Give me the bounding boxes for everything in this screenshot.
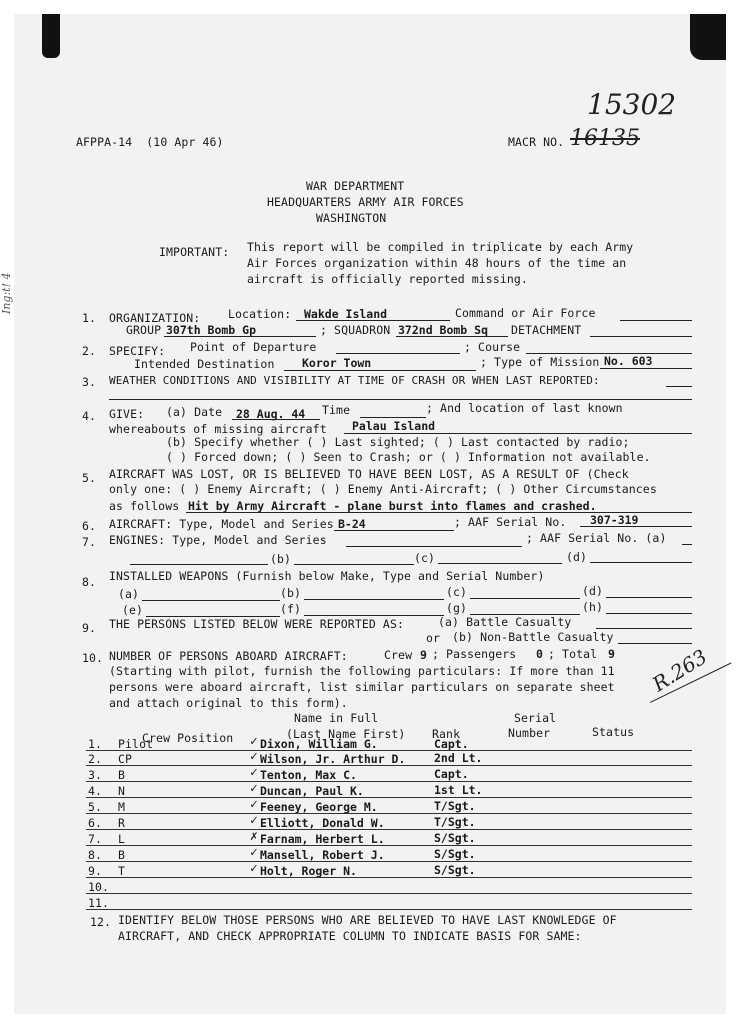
as-follows-value: Hit by Army Aircraft - plane burst into flames and crashed.	[188, 499, 597, 513]
weapon-d-underline	[606, 597, 692, 598]
section-12-number: 12.	[90, 915, 112, 929]
crew-row-6-position: R	[118, 816, 126, 830]
section-10-note-2: persons were aboard aircraft, list similar particulars on separate sheet	[109, 680, 615, 694]
crew-row-3-num: 3.	[88, 768, 103, 782]
crew-row-7-position: L	[118, 832, 126, 846]
weapon-h-underline	[606, 613, 692, 614]
engines-type-underline	[346, 546, 522, 547]
engines-d-underline	[590, 562, 692, 563]
crew-row-6-check-icon: ✓	[250, 813, 258, 828]
macr-label: MACR NO.	[508, 135, 565, 149]
crew-row-8-name: Mansell, Robert J.	[260, 848, 385, 862]
handwritten-report-number: 15302	[587, 88, 677, 121]
battle-casualty-option: (a) Battle Casualty	[438, 615, 572, 629]
section-7-number: 7.	[82, 535, 97, 549]
crew-row-4-name: Duncan, Paul K.	[260, 784, 364, 798]
section-5-line-2: only one: ( ) Enemy Aircraft; ( ) Enemy Anti-Aircraft; ( ) Other Circumstances	[109, 482, 657, 496]
squadron-value: 372nd Bomb Sq	[398, 323, 489, 337]
crew-row-5-name: Feeney, George M.	[260, 800, 378, 814]
as-follows-label: as follows	[109, 499, 180, 513]
title-line-3: WASHINGTON	[316, 211, 387, 225]
crew-row-8-num: 8.	[88, 848, 103, 862]
or-label: or	[426, 631, 441, 645]
crew-row-5-rank: T/Sgt.	[434, 799, 476, 813]
group-label: GROUP	[126, 323, 162, 337]
scan-mark-left	[42, 14, 60, 58]
engines-b-underline	[294, 564, 414, 565]
date-value: 28 Aug. 44	[236, 407, 306, 421]
section-2-number: 2.	[82, 344, 97, 358]
header-crew-position: Crew Position	[142, 731, 234, 745]
important-label: IMPORTANT:	[159, 245, 230, 259]
organization-label: ORGANIZATION:	[109, 311, 201, 325]
header-name-line-2: (Last Name First)	[286, 727, 406, 741]
aircraft-serial-label: ; AAF Serial No.	[454, 515, 567, 529]
whereabouts-value: Palau Island	[352, 419, 436, 433]
crew-row-4-check-icon: ✓	[250, 781, 258, 796]
last-known-location-label: ; And location of last known	[426, 401, 623, 415]
crew-row-10-num: 10.	[88, 880, 110, 894]
section-8-number: 8.	[82, 575, 97, 589]
section-6-number: 6.	[82, 519, 97, 533]
engines-b-label: (b)	[270, 552, 292, 566]
crew-row-4-rank: 1st Lt.	[434, 783, 483, 797]
important-line-1: This report will be compiled in triplicate by each Army	[247, 240, 634, 254]
engines-c-label: (c)	[414, 551, 436, 565]
engines-d-label: (d)	[566, 550, 588, 564]
crew-row-9-rank: S/Sgt.	[434, 863, 476, 877]
crew-row-9-check-icon: ✓	[250, 861, 258, 876]
battle-casualty-underline	[596, 628, 692, 629]
mission-type-label: ; Type of Mission	[480, 355, 600, 369]
crew-row-3-rank: Capt.	[434, 767, 469, 781]
crew-row-6-num: 6.	[88, 816, 103, 830]
crew-row-10-line	[86, 893, 692, 894]
time-underline	[360, 417, 426, 418]
aircraft-serial-value: 307-319	[590, 513, 639, 527]
crew-row-2-line	[86, 765, 692, 766]
weather-label: WEATHER CONDITIONS AND VISIBILITY AT TIME OF CRASH OR WHEN LAST REPORTED:	[109, 374, 600, 387]
passengers-value: 0	[536, 647, 543, 661]
crew-value: 9	[420, 648, 427, 662]
crew-row-7-line	[86, 845, 692, 846]
crew-row-9-num: 9.	[88, 864, 103, 878]
crew-row-4-position: N	[118, 784, 126, 798]
crew-row-4-line	[86, 797, 692, 798]
weapon-b-underline	[304, 599, 444, 600]
section-1-number: 1.	[82, 311, 97, 325]
crew-row-7-rank: S/Sgt.	[434, 831, 476, 845]
section-9-number: 9.	[82, 621, 97, 635]
crew-row-1-check-icon: ✓	[250, 734, 258, 749]
section-3-number: 3.	[82, 375, 97, 389]
scan-mark-right	[690, 14, 726, 60]
course-label: ; Course	[464, 340, 521, 354]
section-5-number: 5.	[82, 471, 97, 485]
departure-underline	[336, 353, 460, 354]
section-10-number: 10.	[82, 651, 104, 665]
crew-row-1-name: Dixon, William G.	[260, 737, 378, 751]
crew-row-1-position: Pilot	[118, 737, 154, 751]
weather-underline-2	[109, 399, 692, 400]
crew-row-6-name: Elliott, Donald W.	[260, 816, 385, 830]
section-4b-line: (b) Specify whether ( ) Last sighted; ( ) Last contacted by radio;	[166, 435, 630, 449]
weapon-f-label: (f)	[280, 602, 302, 616]
header-status: Status	[592, 725, 635, 739]
crew-row-11-line	[86, 909, 692, 910]
crew-row-5-check-icon: ✓	[250, 797, 258, 812]
crew-row-2-rank: 2nd Lt.	[434, 751, 483, 765]
command-underline	[620, 320, 692, 321]
destination-label: Intended Destination	[134, 357, 275, 371]
whereabouts-underline	[344, 433, 692, 434]
weapons-label: INSTALLED WEAPONS (Furnish below Make, Type and Serial Number)	[109, 569, 545, 583]
crew-row-11-num: 11.	[88, 896, 110, 910]
section-10-note-1: (Starting with pilot, furnish the following particulars: If more than 11	[109, 664, 615, 678]
group-underline	[164, 336, 316, 337]
crew-row-2-name: Wilson, Jr. Arthur D.	[260, 752, 406, 766]
total-value: 9	[608, 647, 615, 661]
section-5-line-1: AIRCRAFT WAS LOST, OR IS BELIEVED TO HAVE BEEN LOST, AS A RESULT OF (Check	[109, 467, 629, 481]
crew-row-5-position: M	[118, 800, 126, 814]
squadron-label: ; SQUADRON	[320, 323, 391, 337]
destination-underline	[284, 370, 476, 371]
date-underline	[232, 419, 320, 420]
weapon-c-label: (c)	[446, 585, 468, 599]
section-12-line-2: AIRCRAFT, AND CHECK APPROPRIATE COLUMN TO INDICATE BASIS FOR SAME:	[118, 929, 582, 943]
persons-aboard-label: NUMBER OF PERSONS ABOARD AIRCRAFT:	[109, 649, 348, 663]
aircraft-serial-underline	[580, 526, 692, 527]
title-line-2: HEADQUARTERS ARMY AIR FORCES	[267, 195, 464, 209]
weather-underline-1	[666, 386, 692, 387]
crew-row-5-line	[86, 813, 692, 814]
important-line-3: aircraft is officially reported missing.	[247, 272, 528, 286]
crew-row-3-check-icon: ✓	[250, 765, 258, 780]
crew-row-3-position: B	[118, 768, 126, 782]
crew-row-1-num: 1.	[88, 737, 103, 751]
give-label: GIVE:	[109, 407, 145, 421]
departure-label: Point of Departure	[190, 340, 317, 354]
crew-row-9-line	[86, 877, 692, 878]
header-serial-line-1: Serial	[514, 711, 557, 725]
crew-row-6-rank: T/Sgt.	[434, 815, 476, 829]
mission-type-value: No. 603	[604, 354, 653, 368]
section-12-line-1: IDENTIFY BELOW THOSE PERSONS WHO ARE BELIEVED TO HAVE LAST KNOWLEDGE OF	[118, 913, 617, 927]
document-page	[0, 14, 726, 1014]
detachment-label: DETACHMENT	[511, 323, 582, 337]
time-label: Time	[322, 403, 351, 417]
crew-row-7-name: Farnam, Herbert L.	[260, 832, 385, 846]
engines-pre-b-underline	[130, 564, 268, 565]
crew-row-3-line	[86, 781, 692, 782]
form-id: AFPPA-14 (10 Apr 46)	[76, 135, 224, 149]
crew-row-2-position: CP	[118, 752, 133, 766]
engines-serial-label: ; AAF Serial No. (a)	[526, 531, 667, 545]
crew-row-3-name: Tenton, Max C.	[260, 768, 357, 782]
aircraft-type-label: AIRCRAFT: Type, Model and Series	[109, 517, 334, 531]
engines-label: ENGINES: Type, Model and Series	[109, 533, 327, 547]
specify-label: SPECIFY:	[109, 344, 166, 358]
macr-struck-number: 16135	[570, 126, 640, 151]
crew-label: Crew	[384, 648, 413, 662]
date-label: (a) Date	[166, 405, 223, 419]
handwritten-reference: R.263	[648, 644, 712, 697]
weapon-g-label: (g)	[446, 601, 468, 615]
weapon-d-label: (d)	[582, 584, 604, 598]
weapon-e-label: (e)	[122, 603, 144, 617]
location-value: Wakde Island	[304, 307, 388, 321]
weapon-f-underline	[304, 615, 444, 616]
crew-row-4-num: 4.	[88, 784, 103, 798]
aircraft-type-value: B-24	[338, 517, 366, 531]
location-underline	[296, 320, 450, 321]
engines-serial-a-underline	[682, 544, 692, 545]
crew-row-2-check-icon: ✓	[250, 749, 258, 764]
section-4-number: 4.	[82, 409, 97, 423]
title-line-1: WAR DEPARTMENT	[306, 179, 405, 193]
crew-row-6-line	[86, 829, 692, 830]
engines-c-underline	[438, 563, 562, 564]
whereabouts-label: whereabouts of missing aircraft	[109, 422, 327, 436]
side-handwritten-note: Ing:t! 4	[0, 272, 13, 314]
header-name-line-1: Name in Full	[294, 711, 379, 725]
non-battle-casualty-underline	[618, 643, 692, 644]
weapon-h-label: (h)	[582, 600, 604, 614]
section-4c-line: ( ) Forced down; ( ) Seen to Crash; or ( ) Information not available.	[166, 450, 651, 464]
crew-row-1-rank: Capt.	[434, 737, 469, 751]
passengers-label: ; Passengers	[432, 647, 517, 661]
command-label: Command or Air Force	[455, 306, 596, 320]
important-line-2: Air Forces organization within 48 hours of the time an	[247, 256, 627, 270]
crew-row-8-line	[86, 861, 692, 862]
crew-row-8-rank: S/Sgt.	[434, 847, 476, 861]
squadron-underline	[396, 336, 508, 337]
crew-row-9-position: T	[118, 864, 126, 878]
crew-row-8-check-icon: ✓	[250, 845, 258, 860]
weapon-b-label: (b)	[280, 586, 302, 600]
crew-row-5-num: 5.	[88, 800, 103, 814]
crew-row-7-num: 7.	[88, 832, 103, 846]
destination-value: Koror Town	[302, 356, 372, 370]
crew-row-8-position: B	[118, 848, 126, 862]
non-battle-casualty-option: (b) Non-Battle Casualty	[452, 630, 614, 644]
aircraft-type-underline	[334, 530, 454, 531]
crew-row-7-check-icon: ✗	[250, 829, 258, 844]
header-serial-line-2: Number	[508, 726, 551, 740]
section-10-note-3: and attach original to this form).	[109, 696, 348, 710]
weapon-a-label: (a)	[118, 587, 140, 601]
detachment-underline	[590, 336, 692, 337]
crew-row-2-num: 2.	[88, 752, 103, 766]
crew-row-1-line	[86, 750, 692, 751]
location-label: Location:	[228, 307, 292, 321]
persons-reported-label: THE PERSONS LISTED BELOW WERE REPORTED AS:	[109, 617, 404, 631]
mission-type-underline	[600, 368, 692, 369]
crew-row-9-name: Holt, Roger N.	[260, 864, 357, 878]
group-value: 307th Bomb Gp	[166, 323, 257, 337]
weapon-c-underline	[470, 598, 580, 599]
header-rank: Rank	[432, 727, 461, 741]
weapon-a-underline	[142, 600, 280, 601]
total-label: ; Total	[548, 647, 598, 661]
